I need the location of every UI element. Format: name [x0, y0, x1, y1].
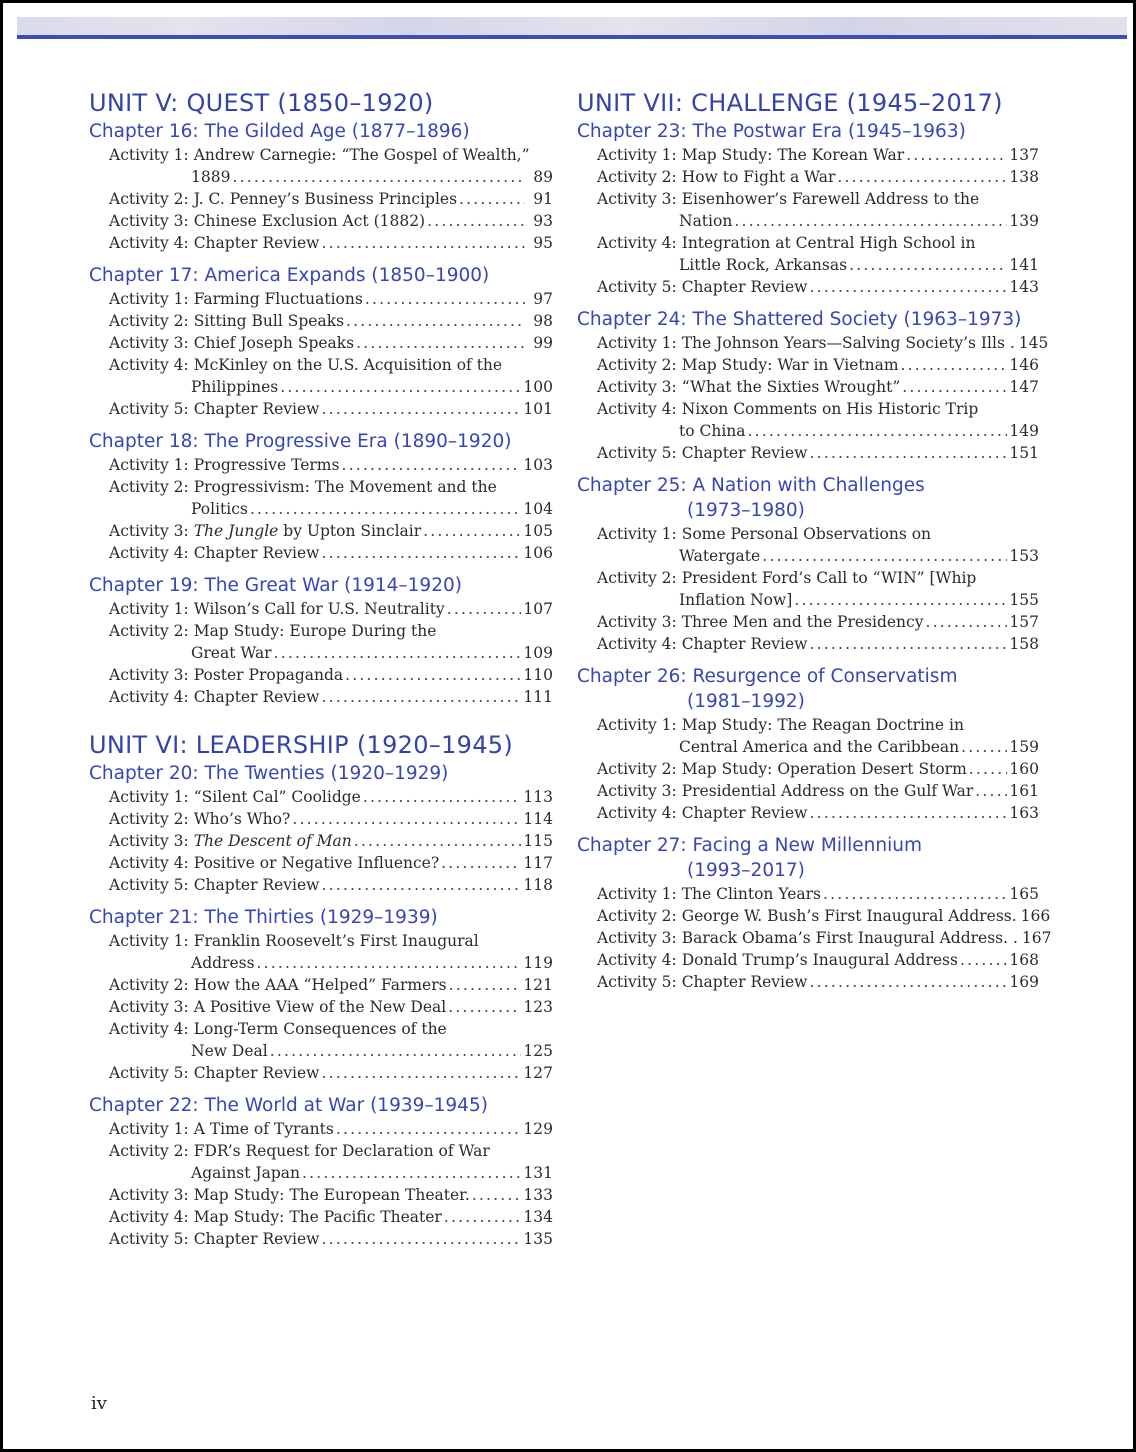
activity-label: Activity 3: Poster Propaganda — [109, 666, 344, 684]
activity-label: Activity 2: Map Study: Europe During the — [109, 622, 437, 640]
dot-leader — [321, 542, 521, 564]
activity-entry[interactable] — [89, 664, 553, 686]
activity-entry[interactable] — [89, 1228, 553, 1250]
activity-label: Activity 5: Chapter Review — [109, 400, 320, 418]
activity-label: Activity 5: Chapter Review — [109, 1064, 320, 1082]
activity-page-number: 95 — [527, 232, 553, 254]
activity-entry[interactable] — [89, 476, 553, 520]
chapter-title[interactable] — [89, 905, 553, 930]
activity-page-number: 98 — [527, 310, 553, 332]
activity-page-number: 93 — [527, 210, 553, 232]
activity-entry[interactable] — [89, 454, 553, 476]
dot-leader — [321, 1062, 521, 1084]
activity-prefix: Activity 3: — [109, 522, 194, 540]
activity-label-continued: Great War — [191, 644, 272, 662]
dot-leader — [762, 545, 1007, 567]
activity-page-number: 100 — [523, 378, 553, 396]
activity-entry[interactable] — [577, 927, 1052, 949]
activity-label-continued: Nation — [679, 212, 733, 230]
dot-leader — [444, 1206, 522, 1228]
activity-label-continued: Little Rock, Arkansas — [679, 256, 848, 274]
chapter-title-text: Chapter 20: The Twenties (1920–1929) — [89, 763, 449, 784]
dot-leader — [250, 498, 522, 520]
activity-label: Activity 4: Chapter Review — [109, 544, 320, 562]
activity-page-number: 104 — [523, 500, 553, 518]
activity-page-number: 166 — [1020, 907, 1051, 925]
activity-entry[interactable] — [89, 1206, 553, 1228]
activity-page-number: 133 — [523, 1186, 553, 1204]
activity-entry[interactable] — [577, 758, 1039, 780]
dot-leader — [427, 210, 525, 232]
chapter-title[interactable] — [89, 429, 553, 454]
activity-label-continued: to China — [679, 422, 746, 440]
chapter-title-text: Chapter 19: The Great War (1914–1920) — [89, 575, 462, 596]
activity-page-number: 167 — [1021, 929, 1052, 947]
activity-page-number: 99 — [527, 332, 553, 354]
chapter-title[interactable] — [89, 119, 553, 144]
chapter-title-dates: (1993–2017) — [687, 860, 805, 881]
dot-leader — [809, 442, 1007, 464]
unit-title: UNIT V: QUEST (1850–1920) — [89, 89, 434, 117]
activity-label: Activity 2: Sitting Bull Speaks — [109, 312, 345, 330]
chapter-title-text: Chapter 23: The Postwar Era (1945–1963) — [577, 121, 966, 142]
activity-label: Activity 4: Integration at Central High School in — [597, 234, 976, 252]
dot-leader — [925, 611, 1007, 633]
dot-leader — [837, 166, 1007, 188]
activity-entry[interactable] — [89, 686, 553, 708]
activity-page-number: 125 — [523, 1042, 553, 1060]
chapter-title-text: Chapter 26: Resurgence of Conservatism — [577, 666, 958, 687]
dot-leader — [809, 971, 1007, 993]
dot-leader — [341, 454, 521, 476]
unit-title: UNIT VI: LEADERSHIP (1920–1945) — [89, 731, 514, 759]
activity-page-number: 137 — [1009, 146, 1039, 164]
activity-label: Activity 3: Barack Obama’s First Inaugural Address. . — [597, 929, 1018, 947]
activity-entry[interactable] — [577, 232, 1039, 276]
activity-page-number: 103 — [523, 456, 553, 474]
activity-page-number: 135 — [523, 1230, 553, 1248]
activity-page-number: 159 — [1009, 738, 1039, 756]
activity-page-number: 161 — [1009, 782, 1039, 800]
activity-page-number: 153 — [1009, 547, 1039, 565]
activity-label-continued: Against Japan — [191, 1164, 301, 1182]
right-column — [577, 87, 1052, 1002]
activity-entry[interactable] — [577, 802, 1039, 824]
activity-page-number: 109 — [523, 644, 553, 662]
dot-leader — [849, 254, 1007, 276]
activity-page-number: 160 — [1009, 760, 1039, 778]
activity-page-number: 115 — [523, 832, 553, 850]
dot-leader — [257, 952, 522, 974]
chapter-title-text: Chapter 21: The Thirties (1929–1939) — [89, 907, 438, 928]
activity-page-number: 101 — [523, 400, 553, 418]
dot-leader — [321, 232, 525, 254]
activity-label-continued: Politics — [191, 500, 248, 518]
activity-entry[interactable] — [577, 376, 1039, 398]
chapter-title-dates: (1973–1980) — [687, 500, 805, 521]
chapter-title[interactable] — [89, 263, 553, 288]
activity-label: Activity 1: A Time of Tyrants — [109, 1120, 334, 1138]
dot-leader — [449, 974, 522, 996]
activity-label-continued: Watergate — [679, 547, 761, 565]
dot-leader — [441, 852, 521, 874]
activity-page-number: 107 — [523, 600, 553, 618]
activity-page-number: 123 — [523, 998, 553, 1016]
activity-label: Activity 2: How to Fight a War — [597, 168, 836, 186]
activity-label: Activity 1: Andrew Carnegie: “The Gospel of Wealth,” — [109, 146, 530, 164]
dot-leader — [969, 758, 1008, 780]
activity-label: Activity 3: Chinese Exclusion Act (1882) — [109, 212, 426, 230]
dot-leader — [423, 520, 521, 542]
dot-leader — [748, 420, 1008, 442]
activity-page-number: 168 — [1009, 951, 1039, 969]
activity-page-number: 91 — [527, 188, 553, 210]
activity-label: Activity 2: President Ford’s Call to “WIN” [Whip — [597, 569, 977, 587]
dot-leader — [734, 210, 1007, 232]
activity-page-number: 143 — [1009, 278, 1039, 296]
activity-entry[interactable] — [577, 354, 1039, 376]
activity-entry[interactable] — [577, 633, 1039, 655]
activity-entry[interactable] — [89, 288, 553, 310]
dot-leader — [472, 1184, 522, 1206]
dot-leader — [809, 276, 1007, 298]
activity-label: Activity 2: FDR’s Request for Declaration of War — [109, 1142, 490, 1160]
dot-leader — [459, 188, 525, 210]
activity-page-number: 139 — [1009, 212, 1039, 230]
activity-entry[interactable] — [89, 354, 553, 398]
activity-entry[interactable] — [89, 144, 553, 188]
activity-entry[interactable] — [577, 971, 1039, 993]
activity-prefix: Activity 3: — [109, 832, 194, 850]
activity-label: Activity 4: Map Study: The Pacific Theater — [109, 1208, 442, 1226]
activity-entry[interactable] — [89, 996, 553, 1018]
activity-entry[interactable] — [577, 949, 1039, 971]
dot-leader — [356, 332, 525, 354]
activity-page-number: 151 — [1009, 444, 1039, 462]
activity-page-number: 110 — [523, 666, 553, 684]
decorative-header-band — [17, 17, 1127, 35]
activity-label: Activity 4: Chapter Review — [597, 804, 808, 822]
activity-label: Activity 1: The Clinton Years — [597, 885, 822, 903]
activity-label: Activity 3: Map Study: The European Theater. — [109, 1186, 470, 1204]
activity-entry[interactable] — [577, 523, 1039, 567]
activity-entry[interactable] — [89, 852, 553, 874]
activity-entry[interactable] — [89, 598, 553, 620]
activity-entry[interactable] — [577, 442, 1039, 464]
activity-page-number: 117 — [523, 854, 553, 872]
activity-label: Activity 2: Who’s Who? — [109, 810, 291, 828]
dot-leader — [321, 1228, 521, 1250]
activity-label: Activity 3: Eisenhower’s Farewell Address to the — [597, 190, 980, 208]
chapter-title[interactable] — [89, 1093, 553, 1118]
dot-leader — [321, 874, 521, 896]
activity-label: Activity 5: Chapter Review — [109, 876, 320, 894]
dot-leader — [809, 802, 1007, 824]
dot-leader — [280, 376, 521, 398]
activity-entry[interactable] — [577, 398, 1039, 442]
dot-leader — [232, 166, 525, 188]
activity-page-number: 157 — [1009, 613, 1039, 631]
dot-leader — [321, 398, 521, 420]
activity-page-number: 97 — [527, 288, 553, 310]
activity-entry[interactable] — [577, 780, 1039, 802]
activity-page-number: 134 — [523, 1208, 553, 1226]
activity-entry[interactable] — [577, 332, 1049, 354]
activity-page-number: 147 — [1009, 378, 1039, 396]
activity-entry[interactable] — [89, 398, 553, 420]
chapter-title-text: Chapter 16: The Gilded Age (1877–1896) — [89, 121, 470, 142]
activity-page-number: 114 — [523, 810, 553, 828]
activity-label — [109, 830, 352, 852]
activity-entry[interactable] — [89, 830, 553, 852]
activity-entry[interactable] — [89, 210, 553, 232]
activity-page-number: 163 — [1009, 804, 1039, 822]
activity-page-number: 113 — [523, 788, 553, 806]
activity-page-number: 129 — [523, 1120, 553, 1138]
activity-page-number: 138 — [1009, 168, 1039, 186]
left-column — [89, 87, 553, 1259]
dot-leader — [960, 949, 1007, 971]
activity-label: Activity 1: Map Study: The Reagan Doctrine in — [597, 716, 964, 734]
dot-leader — [447, 598, 522, 620]
chapter-title[interactable] — [577, 664, 1039, 714]
activity-label: Activity 5: Chapter Review — [109, 1230, 320, 1248]
activity-entry[interactable] — [577, 714, 1039, 758]
activity-label-continued: 1889 — [191, 168, 231, 186]
activity-label: Activity 3: A Positive View of the New Deal — [109, 998, 447, 1016]
activity-italic-title: The Descent of Man — [193, 832, 352, 850]
activity-entry[interactable] — [89, 786, 553, 808]
activity-page-number: 105 — [523, 522, 553, 540]
activity-label: Activity 2: J. C. Penney’s Business Principles — [109, 190, 458, 208]
activity-label: Activity 1: Wilson’s Call for U.S. Neutrality — [109, 600, 445, 618]
activity-italic-title: The Jungle — [193, 522, 279, 540]
activity-label: Activity 1: Franklin Roosevelt’s First Inaugural — [109, 932, 479, 950]
activity-entry[interactable] — [89, 874, 553, 896]
dot-leader — [270, 1040, 522, 1062]
activity-page-number: 169 — [1009, 973, 1039, 991]
chapter-title-text: Chapter 27: Facing a New Millennium — [577, 835, 922, 856]
activity-label: Activity 1: Progressive Terms — [109, 456, 340, 474]
chapter-title[interactable] — [577, 307, 1039, 332]
dot-leader — [809, 633, 1007, 655]
activity-entry[interactable] — [89, 974, 553, 996]
activity-label: Activity 2: Map Study: Operation Desert Storm — [597, 760, 967, 778]
activity-label: Activity 5: Chapter Review — [597, 444, 808, 462]
dot-leader — [823, 883, 1007, 905]
dot-leader — [302, 1162, 521, 1184]
activity-label: Activity 4: Chapter Review — [597, 635, 808, 653]
activity-label: Activity 4: Chapter Review — [109, 688, 320, 706]
activity-entry[interactable] — [89, 1140, 553, 1184]
dot-leader — [336, 1118, 522, 1140]
dot-leader — [363, 786, 522, 808]
activity-entry[interactable] — [89, 930, 553, 974]
activity-page-number: 89 — [527, 166, 553, 188]
chapter-title-text: Chapter 17: America Expands (1850–1900) — [89, 265, 490, 286]
activity-page-number: 118 — [523, 876, 553, 894]
activity-label: Activity 4: Donald Trump’s Inaugural Address — [597, 951, 958, 969]
chapter-title[interactable] — [577, 473, 1039, 523]
activity-label: Activity 2: George W. Bush’s First Inaugural Address. — [597, 907, 1017, 925]
activity-label: Activity 1: “Silent Cal” Coolidge — [109, 788, 361, 806]
dot-leader — [346, 310, 525, 332]
activity-entry[interactable] — [89, 1184, 553, 1206]
activity-page-number: 165 — [1009, 885, 1039, 903]
activity-label-continued: Central America and the Caribbean — [679, 738, 960, 756]
activity-label: Activity 4: Long-Term Consequences of the — [109, 1020, 447, 1038]
chapter-title-text: Chapter 24: The Shattered Society (1963–1973) — [577, 309, 1022, 330]
dot-leader — [975, 780, 1007, 802]
activity-page-number: 131 — [523, 1164, 553, 1182]
activity-label-continued: New Deal — [191, 1042, 268, 1060]
activity-entry[interactable] — [577, 188, 1039, 232]
chapter-title[interactable] — [89, 573, 553, 598]
activity-entry[interactable] — [89, 620, 553, 664]
activity-entry[interactable] — [89, 1062, 553, 1084]
activity-label-continued: Philippines — [191, 378, 279, 396]
dot-leader — [292, 808, 521, 830]
activity-entry[interactable] — [577, 905, 1051, 927]
activity-page-number: 106 — [523, 544, 553, 562]
activity-entry[interactable] — [89, 520, 553, 542]
dot-leader — [961, 736, 1007, 758]
activity-page-number: 119 — [523, 954, 553, 972]
activity-entry[interactable] — [89, 1018, 553, 1062]
activity-label: Activity 1: Farming Fluctuations — [109, 290, 363, 308]
activity-entry[interactable] — [577, 166, 1039, 188]
activity-page-number: 121 — [523, 976, 553, 994]
activity-entry[interactable] — [89, 188, 553, 210]
chapter-title-dates: (1981–1992) — [687, 691, 805, 712]
activity-label: Activity 4: Chapter Review — [109, 234, 320, 252]
activity-label: Activity 1: Map Study: The Korean War — [597, 146, 905, 164]
activity-page-number: 141 — [1009, 256, 1039, 274]
activity-page-number: 155 — [1009, 591, 1039, 609]
activity-entry[interactable] — [89, 332, 553, 354]
chapter-title[interactable] — [577, 833, 1039, 883]
activity-label: Activity 3: “What the Sixties Wrought” — [597, 378, 901, 396]
activity-entry[interactable] — [89, 808, 553, 830]
activity-label: Activity 3: Three Men and the Presidency — [597, 613, 924, 631]
activity-label: Activity 1: The Johnson Years—Salving Society’s Ills . — [597, 334, 1015, 352]
activity-page-number: 111 — [523, 688, 553, 706]
activity-label: Activity 1: Some Personal Observations on — [597, 525, 932, 543]
activity-label: Activity 2: How the AAA “Helped” Farmers — [109, 976, 447, 994]
dot-leader — [448, 996, 521, 1018]
activity-entry[interactable] — [577, 883, 1039, 905]
header-rule — [17, 35, 1127, 39]
activity-label-continued: Address — [191, 954, 255, 972]
chapter-title[interactable] — [577, 119, 1039, 144]
dot-leader — [902, 376, 1007, 398]
activity-entry[interactable] — [577, 144, 1039, 166]
activity-entry[interactable] — [577, 567, 1039, 611]
activity-page-number: 145 — [1018, 334, 1049, 352]
dot-leader — [906, 144, 1007, 166]
dot-leader — [901, 354, 1008, 376]
activity-page-number: 127 — [523, 1064, 553, 1082]
activity-entry[interactable] — [577, 276, 1039, 298]
chapter-title[interactable] — [89, 761, 553, 786]
activity-entry[interactable] — [89, 542, 553, 564]
activity-label: Activity 5: Chapter Review — [597, 973, 808, 991]
dot-leader — [345, 664, 521, 686]
chapter-title-text: Chapter 25: A Nation with Challenges — [577, 475, 925, 496]
activity-label: Activity 2: Progressivism: The Movement and the — [109, 478, 497, 496]
activity-page-number: 146 — [1009, 356, 1039, 374]
activity-entry[interactable] — [89, 1118, 553, 1140]
activity-label-continued: Inflation Now] — [679, 591, 793, 609]
activity-page-number: 158 — [1009, 635, 1039, 653]
dot-leader — [365, 288, 525, 310]
chapter-title-text: Chapter 18: The Progressive Era (1890–1920) — [89, 431, 512, 452]
activity-label — [109, 520, 421, 542]
activity-suffix: by Upton Sinclair — [278, 522, 422, 540]
page-number: iv — [91, 1393, 107, 1414]
activity-entry[interactable] — [89, 310, 553, 332]
chapter-title-text: Chapter 22: The World at War (1939–1945) — [89, 1095, 488, 1116]
activity-label: Activity 3: Presidential Address on the Gulf War — [597, 782, 974, 800]
activity-label: Activity 2: Map Study: War in Vietnam — [597, 356, 899, 374]
unit-title: UNIT VII: CHALLENGE (1945–2017) — [577, 89, 1003, 117]
dot-leader — [274, 642, 522, 664]
activity-label: Activity 3: Chief Joseph Speaks — [109, 334, 355, 352]
activity-entry[interactable] — [89, 232, 553, 254]
dot-leader — [794, 589, 1007, 611]
activity-label: Activity 4: McKinley on the U.S. Acquisition of the — [109, 356, 503, 374]
activity-page-number: 149 — [1009, 422, 1039, 440]
activity-entry[interactable] — [577, 611, 1039, 633]
dot-leader — [321, 686, 521, 708]
activity-label: Activity 4: Nixon Comments on His Historic Trip — [597, 400, 979, 418]
activity-label: Activity 5: Chapter Review — [597, 278, 808, 296]
activity-label: Activity 4: Positive or Negative Influence? — [109, 854, 440, 872]
dot-leader — [354, 830, 522, 852]
